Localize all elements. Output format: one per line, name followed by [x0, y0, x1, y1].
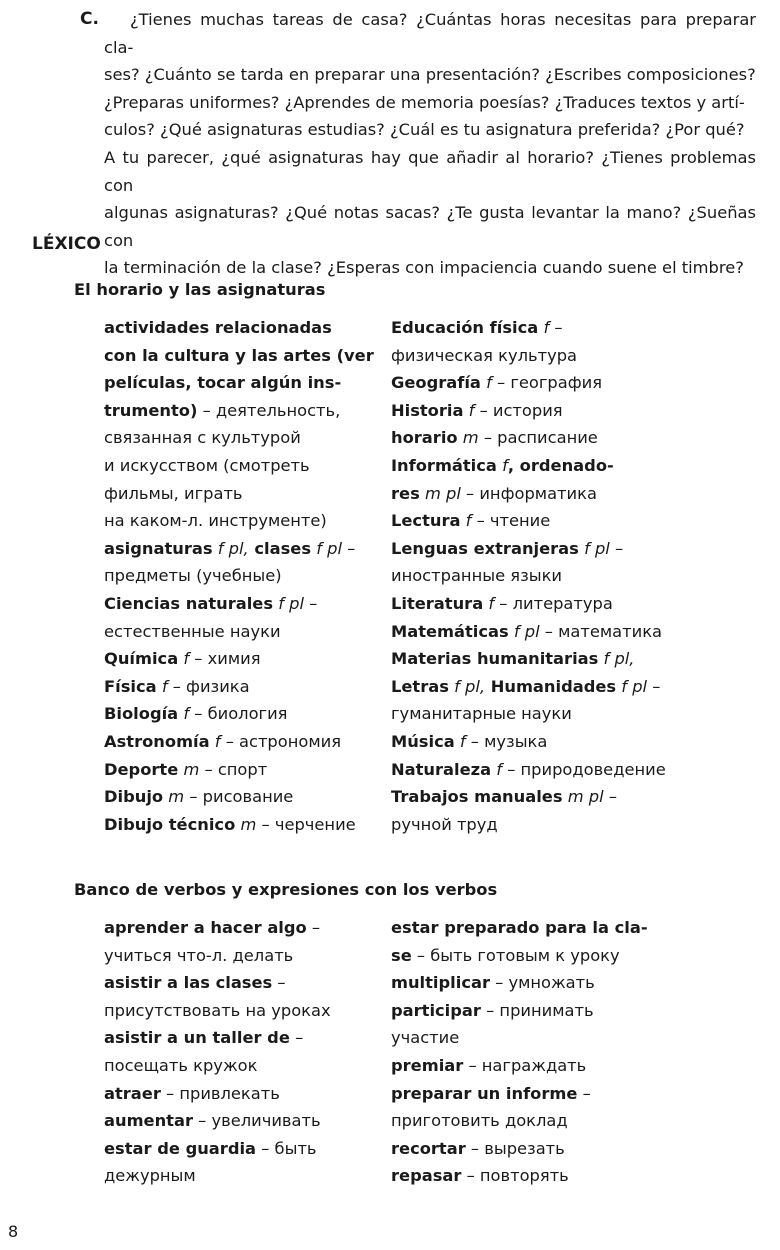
term-text: Letras: [391, 676, 449, 696]
term-text: asistir a las clases: [104, 973, 273, 993]
glossary-line: [104, 942, 331, 970]
glossary-line: [104, 452, 374, 480]
term-text: Deporte: [104, 759, 179, 779]
translation-text: – привлекать: [160, 1083, 280, 1103]
glossary-line: [391, 562, 666, 590]
glossary-line: [391, 997, 648, 1025]
term-text: aumentar: [104, 1111, 193, 1131]
glossary-line: [391, 673, 666, 701]
term-text: Historia: [391, 400, 464, 420]
translation-text: – быть: [256, 1138, 317, 1158]
translation-text: – черчение: [256, 814, 356, 834]
term-text: Física: [104, 676, 157, 696]
grammar-tag: f: [214, 731, 221, 751]
translation-text: – биология: [189, 704, 288, 724]
term-text: Química: [104, 649, 179, 669]
term-text: Dibujo: [104, 787, 164, 807]
grammar-tag: f pl,: [603, 649, 635, 669]
translation-text: – химия: [189, 649, 261, 669]
translation-text: – награждать: [463, 1055, 587, 1075]
translation-text: ручной труд: [391, 814, 498, 834]
grammar-tag: f: [488, 593, 495, 613]
translation-text: – деятельность,: [197, 400, 341, 420]
glossary-line: [391, 535, 666, 563]
glossary-line: [104, 673, 374, 701]
glossary-line: [391, 480, 666, 508]
glossary-line: [104, 700, 374, 728]
translation-text: предметы (учебные): [104, 566, 282, 586]
grammar-tag: f: [459, 731, 466, 751]
glossary-line: [391, 756, 666, 784]
glossary-line: [104, 424, 374, 452]
grammar-tag: f pl,: [217, 538, 249, 558]
verbs-left-column: [104, 914, 331, 1190]
term-text: estar de guardia: [104, 1138, 257, 1158]
glossary-line: [104, 342, 374, 370]
translation-text: – умножать: [489, 973, 595, 993]
glossary-line: [104, 1024, 331, 1052]
exercise-line: la terminación de la clase? ¿Esperas con impaciencia cuando suene el timbre?: [104, 258, 744, 278]
grammar-tag: f pl: [621, 676, 648, 696]
term-text: preparar un informe: [391, 1083, 578, 1103]
glossary-line: [104, 1107, 331, 1135]
glossary-line: [391, 1162, 648, 1190]
grammar-tag: m pl: [424, 483, 461, 503]
glossary-line: [104, 397, 374, 425]
term-text: Ciencias naturales: [104, 593, 274, 613]
grammar-tag: m pl: [567, 787, 604, 807]
translation-text: – музыка: [465, 731, 548, 751]
term-text: clases: [248, 538, 312, 558]
translation-text: – повторять: [461, 1166, 569, 1186]
glossary-line: [104, 480, 374, 508]
translation-text: естественные науки: [104, 621, 281, 641]
translation-text: –: [549, 318, 563, 337]
glossary-line: [391, 452, 666, 480]
term-text: Música: [391, 731, 455, 751]
grammar-tag: f: [465, 511, 472, 531]
glossary-line: [104, 1135, 331, 1163]
glossary-line: [104, 811, 374, 839]
term-text: con la cultura y las artes (ver: [104, 345, 374, 365]
grammar-tag: f: [183, 704, 190, 724]
translation-text: фильмы, играть: [104, 483, 243, 503]
term-text: res: [391, 483, 420, 503]
grammar-tag: f: [468, 400, 475, 420]
term-text: Informática: [391, 455, 497, 475]
translation-text: – вырезать: [465, 1138, 565, 1158]
translation-text: –: [609, 538, 624, 558]
translation-text: – история: [474, 400, 563, 420]
exercise-label: C.: [80, 9, 99, 29]
term-text: repasar: [391, 1166, 462, 1186]
schedule-right-column: [391, 314, 666, 838]
translation-text: –: [577, 1083, 591, 1103]
grammar-tag: f pl: [278, 593, 304, 613]
translation-text: –: [341, 538, 356, 558]
exercise-line: ¿Preparas uniformes? ¿Aprendes de memoria poesías? ¿Traduces textos y artí-: [104, 92, 745, 112]
term-text: Biología: [104, 704, 179, 724]
glossary-line: [391, 700, 666, 728]
term-text: Naturaleza: [391, 759, 492, 779]
exercise-line: culos? ¿Qué asignaturas estudias? ¿Cuál es tu asignatura preferida? ¿Por qué?: [104, 120, 745, 140]
translation-text: дежурным: [104, 1166, 196, 1186]
term-text: asistir a un taller de: [104, 1028, 290, 1048]
glossary-line: [391, 728, 666, 756]
translation-text: связанная с культурой: [104, 428, 301, 448]
grammar-tag: f: [161, 676, 168, 696]
term-text: Trabajos manuales: [391, 787, 563, 807]
glossary-line: [391, 424, 666, 452]
translation-text: – физика: [167, 676, 250, 696]
glossary-line: [104, 969, 331, 997]
grammar-tag: f: [543, 318, 550, 337]
glossary-line: [391, 1052, 648, 1080]
term-text: Literatura: [391, 593, 484, 613]
translation-text: –: [603, 787, 617, 807]
term-text: , ordenado-: [507, 455, 614, 475]
translation-text: –: [306, 918, 321, 937]
glossary-line: [104, 590, 374, 618]
exercise-line: ses? ¿Cuánto se tarda en preparar una presentación? ¿Escribes composiciones?: [104, 65, 756, 85]
glossary-line: [104, 783, 374, 811]
glossary-line: [391, 314, 666, 342]
glossary-line: [391, 1107, 648, 1135]
translation-text: иностранные языки: [391, 566, 562, 586]
translation-text: –: [272, 973, 286, 993]
term-text: atraer: [104, 1083, 161, 1103]
term-text: Lenguas extranjeras: [391, 538, 579, 558]
section-title-verbs: Banco de verbos y expresiones con los verbos: [74, 880, 498, 899]
translation-text: – математика: [539, 621, 663, 641]
translation-text: участие: [391, 1028, 460, 1048]
glossary-line: [391, 811, 666, 839]
exercise-line: A tu parecer, ¿qué asignaturas hay que añadir al horario? ¿Tienes problemas con: [104, 147, 756, 195]
grammar-tag: m: [462, 428, 479, 448]
glossary-line: [104, 618, 374, 646]
glossary-line: [104, 1162, 331, 1190]
term-text: Matemáticas: [391, 621, 509, 641]
glossary-line: [391, 507, 666, 535]
translation-text: – рисование: [184, 787, 294, 807]
schedule-left-column: [104, 314, 374, 838]
glossary-line: [391, 942, 648, 970]
term-text: participar: [391, 1000, 481, 1020]
grammar-tag: f: [486, 373, 492, 393]
glossary-line: [104, 914, 331, 942]
grammar-tag: m: [183, 759, 200, 779]
glossary-line: [104, 728, 374, 756]
lexico-heading: LÉXICO: [32, 234, 101, 254]
translation-text: –: [647, 676, 661, 696]
term-text: Dibujo técnico: [104, 814, 236, 834]
glossary-line: [104, 645, 374, 673]
glossary-line: [104, 1080, 331, 1108]
glossary-line: [104, 1052, 331, 1080]
glossary-line: [391, 645, 666, 673]
translation-text: физическая культура: [391, 345, 578, 365]
grammar-tag: f: [496, 759, 503, 779]
translation-text: – астрономия: [220, 731, 341, 751]
term-text: aprender a hacer algo: [104, 918, 307, 937]
term-text: Lectura: [391, 511, 461, 531]
translation-text: – информатика: [460, 483, 597, 503]
translation-text: – литература: [494, 593, 613, 613]
translation-text: – увеличивать: [192, 1111, 321, 1131]
term-text: Astronomía: [104, 731, 210, 751]
glossary-line: [391, 914, 648, 942]
term-text: horario: [391, 428, 458, 448]
translation-text: на каком-л. инструменте): [104, 511, 327, 531]
glossary-line: [391, 969, 648, 997]
translation-text: – чтение: [471, 511, 551, 531]
term-text: Materias humanitarias: [391, 649, 599, 669]
term-text: estar preparado para la cla-: [391, 918, 648, 937]
glossary-line: [104, 756, 374, 784]
page-number: 8: [8, 1222, 19, 1241]
term-text: Humanidades: [485, 676, 617, 696]
translation-text: гуманитарные науки: [391, 704, 572, 724]
glossary-line: [391, 369, 666, 397]
grammar-tag: m: [168, 787, 185, 807]
translation-text: – принимать: [480, 1000, 594, 1020]
translation-text: приготовить доклад: [391, 1111, 568, 1131]
glossary-line: [104, 535, 374, 563]
glossary-line: [391, 342, 666, 370]
translation-text: посещать кружок: [104, 1055, 258, 1075]
grammar-tag: f pl: [584, 538, 610, 558]
term-text: premiar: [391, 1055, 464, 1075]
term-text: actividades relacionadas: [104, 318, 332, 337]
translation-text: – расписание: [478, 428, 598, 448]
exercise-line: ¿Tienes muchas tareas de casa? ¿Cuántas horas necesitas para preparar cla-: [104, 10, 756, 57]
translation-text: –: [303, 593, 318, 613]
section-title-schedule: El horario y las asignaturas: [74, 280, 326, 299]
grammar-tag: m: [240, 814, 257, 834]
glossary-line: [391, 590, 666, 618]
glossary-line: [104, 562, 374, 590]
verbs-right-column: [391, 914, 648, 1190]
translation-text: – спорт: [199, 759, 268, 779]
grammar-tag: f pl: [316, 538, 342, 558]
term-text: se: [391, 945, 412, 965]
glossary-line: [391, 783, 666, 811]
term-text: trumento): [104, 400, 198, 420]
grammar-tag: f pl: [513, 621, 540, 641]
term-text: películas, tocar algún ins-: [104, 373, 342, 393]
glossary-line: [104, 314, 374, 342]
exercise-paragraph: [104, 6, 756, 282]
term-text: recortar: [391, 1138, 466, 1158]
grammar-tag: f pl,: [454, 676, 486, 696]
term-text: multiplicar: [391, 973, 490, 993]
term-text: Educación física: [391, 318, 539, 337]
term-text: Geografía: [391, 373, 481, 393]
glossary-line: [391, 1024, 648, 1052]
grammar-tag: f: [183, 649, 190, 669]
glossary-line: [391, 1135, 648, 1163]
exercise-line: algunas asignaturas? ¿Qué notas sacas? ¿Te gusta levantar la mano? ¿Sueñas con: [104, 203, 756, 250]
translation-text: – география: [491, 373, 603, 393]
translation-text: присутствовать на уроках: [104, 1000, 331, 1020]
glossary-line: [104, 369, 374, 397]
term-text: asignaturas: [104, 538, 213, 558]
glossary-line: [391, 618, 666, 646]
glossary-line: [104, 507, 374, 535]
translation-text: – быть готовым к уроку: [411, 945, 620, 965]
glossary-line: [391, 1080, 648, 1108]
glossary-line: [391, 397, 666, 425]
translation-text: учиться что-л. делать: [104, 945, 294, 965]
grammar-tag: f: [502, 455, 508, 475]
glossary-line: [104, 997, 331, 1025]
translation-text: и искусством (смотреть: [104, 455, 310, 475]
translation-text: –: [289, 1028, 304, 1048]
translation-text: – природоведение: [502, 759, 666, 779]
